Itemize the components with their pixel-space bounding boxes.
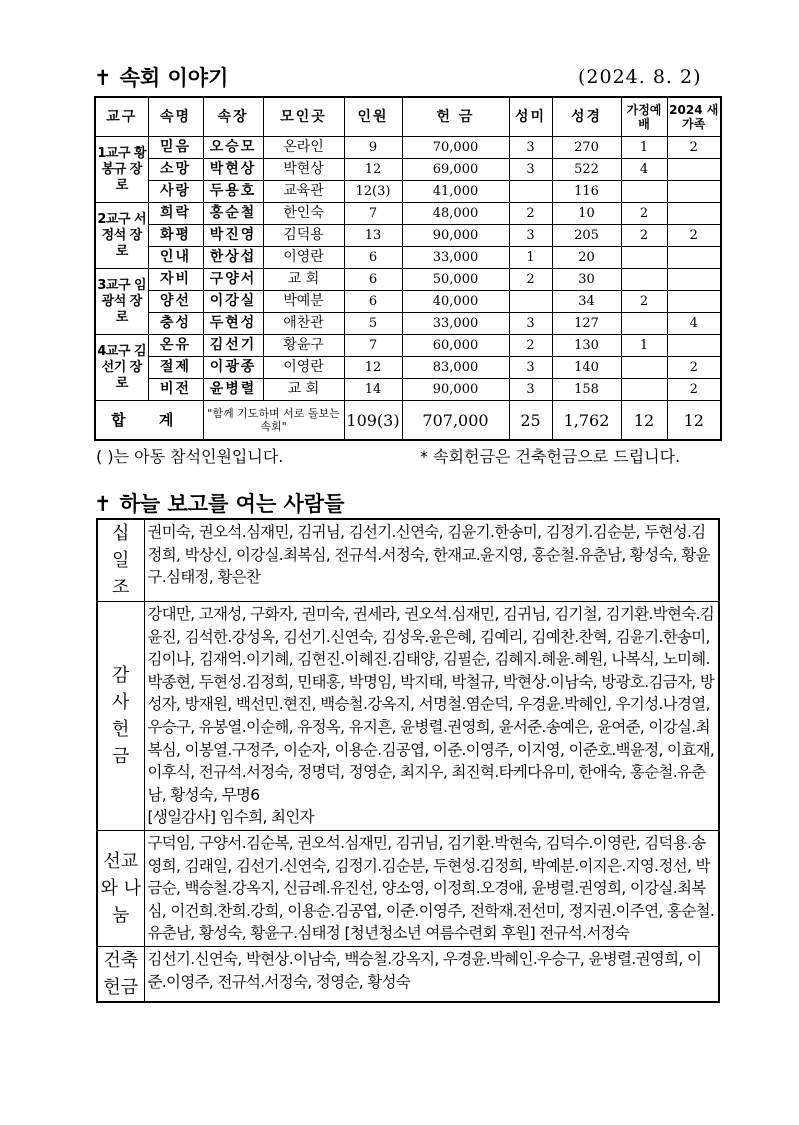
new-family-cell: 2 <box>667 357 721 379</box>
rice-cell: 1 <box>509 247 552 269</box>
people-cell: 14 <box>344 379 402 401</box>
offering-cell: 48,000 <box>402 203 509 225</box>
new-family-cell: 4 <box>667 313 721 335</box>
leader-name-cell: 두용호 <box>203 181 263 203</box>
place-cell: 온라인 <box>263 137 344 159</box>
place-cell: 박예분 <box>263 291 344 313</box>
district-cell: 2교구 서정석 장로 <box>95 203 148 269</box>
family-worship-cell <box>621 379 667 401</box>
people-cell: 9 <box>344 137 402 159</box>
group-name-cell: 인내 <box>148 247 203 269</box>
place-cell: 박현상 <box>263 159 344 181</box>
family-worship-cell <box>621 313 667 335</box>
people-cell: 12 <box>344 357 402 379</box>
rice-cell <box>509 291 552 313</box>
total-motto: "함께 기도하며 서로 돌보는 속회" <box>203 401 344 441</box>
bible-cell: 127 <box>552 313 621 335</box>
place-cell: 교육관 <box>263 181 344 203</box>
people-cell: 7 <box>344 335 402 357</box>
rice-cell: 3 <box>509 225 552 247</box>
total-row <box>95 401 721 441</box>
group-name-cell: 화평 <box>148 225 203 247</box>
new-family-cell <box>667 247 721 269</box>
table-header-row <box>95 97 721 137</box>
new-family-cell: 2 <box>667 379 721 401</box>
rice-cell: 3 <box>509 379 552 401</box>
group-name-cell: 믿음 <box>148 137 203 159</box>
offering-cell: 50,000 <box>402 269 509 291</box>
header-people: 인원 <box>344 97 402 137</box>
family-worship-cell: 2 <box>621 203 667 225</box>
table-row <box>95 335 721 357</box>
leader-name-cell: 이강실 <box>203 291 263 313</box>
report-date: (2024. 8. 2) <box>578 66 702 88</box>
leader-name-cell: 두현성 <box>203 313 263 335</box>
header-family-worship: 가정예배 <box>621 97 667 137</box>
table-row <box>95 181 721 203</box>
leader-name-cell: 오승모 <box>203 137 263 159</box>
group-name-cell: 희락 <box>148 203 203 225</box>
family-worship-cell <box>621 357 667 379</box>
category-building: 건축 헌금 <box>97 946 144 1002</box>
leader-name-cell: 홍순철 <box>203 203 263 225</box>
category-mission: 선교 와 나눔 <box>97 830 144 946</box>
leader-name-cell: 김선기 <box>203 335 263 357</box>
bible-cell: 116 <box>552 181 621 203</box>
bible-cell: 522 <box>552 159 621 181</box>
table-row <box>95 203 721 225</box>
group-name-cell: 충성 <box>148 313 203 335</box>
total-worship: 12 <box>621 401 667 441</box>
rice-cell: 2 <box>509 203 552 225</box>
offering-table <box>94 96 722 441</box>
header-offering: 헌 금 <box>402 97 509 137</box>
place-cell: 한인숙 <box>263 203 344 225</box>
new-family-cell <box>667 159 721 181</box>
district-cell: 3교구 임광석 장로 <box>95 269 148 335</box>
offering-cell: 90,000 <box>402 379 509 401</box>
group-name-cell: 자비 <box>148 269 203 291</box>
total-label: 합 계 <box>95 401 203 441</box>
offering-cell: 33,000 <box>402 313 509 335</box>
total-bible: 1,762 <box>552 401 621 441</box>
leader-name-cell: 한상섭 <box>203 247 263 269</box>
header-place: 모인곳 <box>263 97 344 137</box>
group-name-cell: 사랑 <box>148 181 203 203</box>
table-row <box>95 137 721 159</box>
givers-row-tithe <box>97 519 719 602</box>
givers-row-mission <box>97 830 719 946</box>
new-family-cell <box>667 181 721 203</box>
child-attendance-note: ( )는 아동 참석인원입니다. <box>96 447 284 466</box>
place-cell: 이영란 <box>263 357 344 379</box>
birthday-thanks: [생일감사] 임수희, 최인자 <box>147 808 314 827</box>
leader-name-cell: 박현상 <box>203 159 263 181</box>
table-row <box>95 379 721 401</box>
table-row <box>95 159 721 181</box>
leader-name-cell: 구양서 <box>203 269 263 291</box>
bible-cell: 10 <box>552 203 621 225</box>
names-building: 김선기.신연숙, 박현상.이남숙, 백승철.강옥지, 우경윤.박혜인.우승구, 윤병렬.권영희, 이준.이영주, 전규석.서정숙, 정영순, 황성숙 <box>144 946 719 1002</box>
header-district: 교구 <box>95 97 148 137</box>
group-name-cell: 절제 <box>148 357 203 379</box>
people-cell: 6 <box>344 269 402 291</box>
rice-cell: 2 <box>509 269 552 291</box>
offering-cell: 83,000 <box>402 357 509 379</box>
table-row <box>95 269 721 291</box>
family-worship-cell <box>621 247 667 269</box>
table-row <box>95 225 721 247</box>
total-rice: 25 <box>509 401 552 441</box>
leader-name-cell: 박진영 <box>203 225 263 247</box>
place-cell: 애찬관 <box>263 313 344 335</box>
bible-cell: 130 <box>552 335 621 357</box>
family-worship-cell: 2 <box>621 291 667 313</box>
rice-cell: 3 <box>509 137 552 159</box>
table-row <box>95 357 721 379</box>
total-offering: 707,000 <box>402 401 509 441</box>
offering-cell: 40,000 <box>402 291 509 313</box>
people-cell: 13 <box>344 225 402 247</box>
place-cell: 김덕용 <box>263 225 344 247</box>
section1-title: ✝ 속회 이야기 <box>94 66 229 90</box>
place-cell: 이영란 <box>263 247 344 269</box>
new-family-cell <box>667 291 721 313</box>
givers-row-thanks <box>97 602 719 831</box>
district-cell: 4교구 김선기 장로 <box>95 335 148 401</box>
people-cell: 12 <box>344 159 402 181</box>
people-cell: 6 <box>344 247 402 269</box>
group-name-cell: 비전 <box>148 379 203 401</box>
bible-cell: 205 <box>552 225 621 247</box>
group-name-cell: 양선 <box>148 291 203 313</box>
new-family-cell <box>667 269 721 291</box>
offering-cell: 33,000 <box>402 247 509 269</box>
place-cell: 교 회 <box>263 379 344 401</box>
rice-cell <box>509 181 552 203</box>
givers-table <box>96 518 720 1003</box>
cross-icon: ✝ <box>94 492 112 516</box>
leader-name-cell: 이광종 <box>203 357 263 379</box>
names-tithe: 권미숙, 권오석.심재민, 김귀님, 김선기.신연숙, 김윤기.한송미, 김정기.김순분, 두현성.김정희, 박상신, 이강실.최복심, 전규석.서정숙, 한재교.윤지영, 홍순철.유춘남, 황성숙, 황윤구.심태정, 황은찬 <box>144 519 719 602</box>
place-cell: 황윤구 <box>263 335 344 357</box>
bible-cell: 140 <box>552 357 621 379</box>
new-family-cell <box>667 335 721 357</box>
group-name-cell: 온유 <box>148 335 203 357</box>
people-cell: 7 <box>344 203 402 225</box>
district-cell: 1교구 황봉규 장로 <box>95 137 148 203</box>
family-worship-cell: 4 <box>621 159 667 181</box>
people-cell: 6 <box>344 291 402 313</box>
family-worship-cell: 1 <box>621 335 667 357</box>
family-worship-cell: 1 <box>621 137 667 159</box>
building-fund-note: * 속회헌금은 건축헌금으로 드립니다. <box>420 447 681 466</box>
names-mission: 구덕임, 구양서.김순복, 권오석.심재민, 김귀님, 김기환.박현숙, 김덕수.이영란, 김덕용.송영희, 김래일, 김선기.신연숙, 김정기.김순분, 두현성.김정희, 박예분.이지은.지영.정선, 박금순, 백승철.강옥지, 신금례.유진선, 양소영, 이정희.오경애, 윤병렬.권영희, 이강실.최복심, 이건희.찬희.강희, 이용순.김공엽, 이준.이영주, 전학재.전선미, 정지권.이주연, 홍순철.유춘남, 황성숙, 황윤구.심태정 [청년청소년 여름수련회 후원] 전규석.서정숙 <box>144 830 719 946</box>
header-bible: 성경 <box>552 97 621 137</box>
people-cell: 12(3) <box>344 181 402 203</box>
place-cell: 교 회 <box>263 269 344 291</box>
rice-cell: 3 <box>509 357 552 379</box>
rice-cell: 2 <box>509 335 552 357</box>
leader-name-cell: 윤병렬 <box>203 379 263 401</box>
givers-row-building <box>97 946 719 1002</box>
table-row <box>95 291 721 313</box>
bible-cell: 34 <box>552 291 621 313</box>
offering-cell: 69,000 <box>402 159 509 181</box>
table-row <box>95 247 721 269</box>
offering-cell: 41,000 <box>402 181 509 203</box>
family-worship-cell <box>621 181 667 203</box>
bible-cell: 20 <box>552 247 621 269</box>
bible-cell: 158 <box>552 379 621 401</box>
category-thanks: 감 사 헌 금 <box>97 602 144 831</box>
new-family-cell <box>667 203 721 225</box>
header-leader: 속장 <box>203 97 263 137</box>
names-thanks: 강대만, 고재성, 구화자, 권미숙, 권세라, 권오석.심재민, 김귀님, 김기철, 김기환.박현숙.김윤진, 김석한.강성옥, 김선기.신연숙, 김성욱.윤은혜, 김예리, 김예찬.찬혁, 김윤기.한송미, 김이나, 김재억.이기혜, 김현진.이혜진.김태양, 김필순, 김혜지.혜윤.혜원, 나복식, 노미혜.박종현, 두현성.김정희, 민태홍, 박명임, 박지태, 박철규, 박현상.이남숙, 방광호.김금자, 방성자, 방재원, 백선민.현진, 백승철.강옥지, 서명철.염순덕, 우경윤.박혜인, 우기성.나경열, 우승구, 유봉열.이순해, 유정옥, 유지흔, 윤병렬.권영희, 윤서준.송예은, 윤여준, 이강실.최복심, 이봉열.구정주, 이순자, 이용순.김공엽, 이준.이영주, 이지영, 이준호.백윤정, 이효재, 이후식, 전규석.서정숙, 정명덕, 정영순, 최지우, 최진혁.타케다유미, 한애숙, 홍순철.유춘남, 황성숙, 무명6 [생일감사] 임수희, 최인자 <box>144 602 719 831</box>
header-group: 속명 <box>148 97 203 137</box>
category-tithe: 십 일 조 <box>97 519 144 602</box>
offering-cell: 90,000 <box>402 225 509 247</box>
section2-title: ✝ 하늘 보고를 여는 사람들 <box>94 492 345 516</box>
total-people: 109(3) <box>344 401 402 441</box>
total-new-family: 12 <box>667 401 721 441</box>
cross-icon: ✝ <box>94 66 112 90</box>
header-new-family: 2024 새가족 <box>667 97 721 137</box>
table-row <box>95 313 721 335</box>
new-family-cell: 2 <box>667 225 721 247</box>
offering-cell: 70,000 <box>402 137 509 159</box>
group-name-cell: 소망 <box>148 159 203 181</box>
family-worship-cell <box>621 269 667 291</box>
header-rice: 성미 <box>509 97 552 137</box>
people-cell: 5 <box>344 313 402 335</box>
offering-cell: 60,000 <box>402 335 509 357</box>
rice-cell: 3 <box>509 313 552 335</box>
bible-cell: 30 <box>552 269 621 291</box>
bible-cell: 270 <box>552 137 621 159</box>
new-family-cell: 2 <box>667 137 721 159</box>
family-worship-cell: 2 <box>621 225 667 247</box>
rice-cell: 3 <box>509 159 552 181</box>
